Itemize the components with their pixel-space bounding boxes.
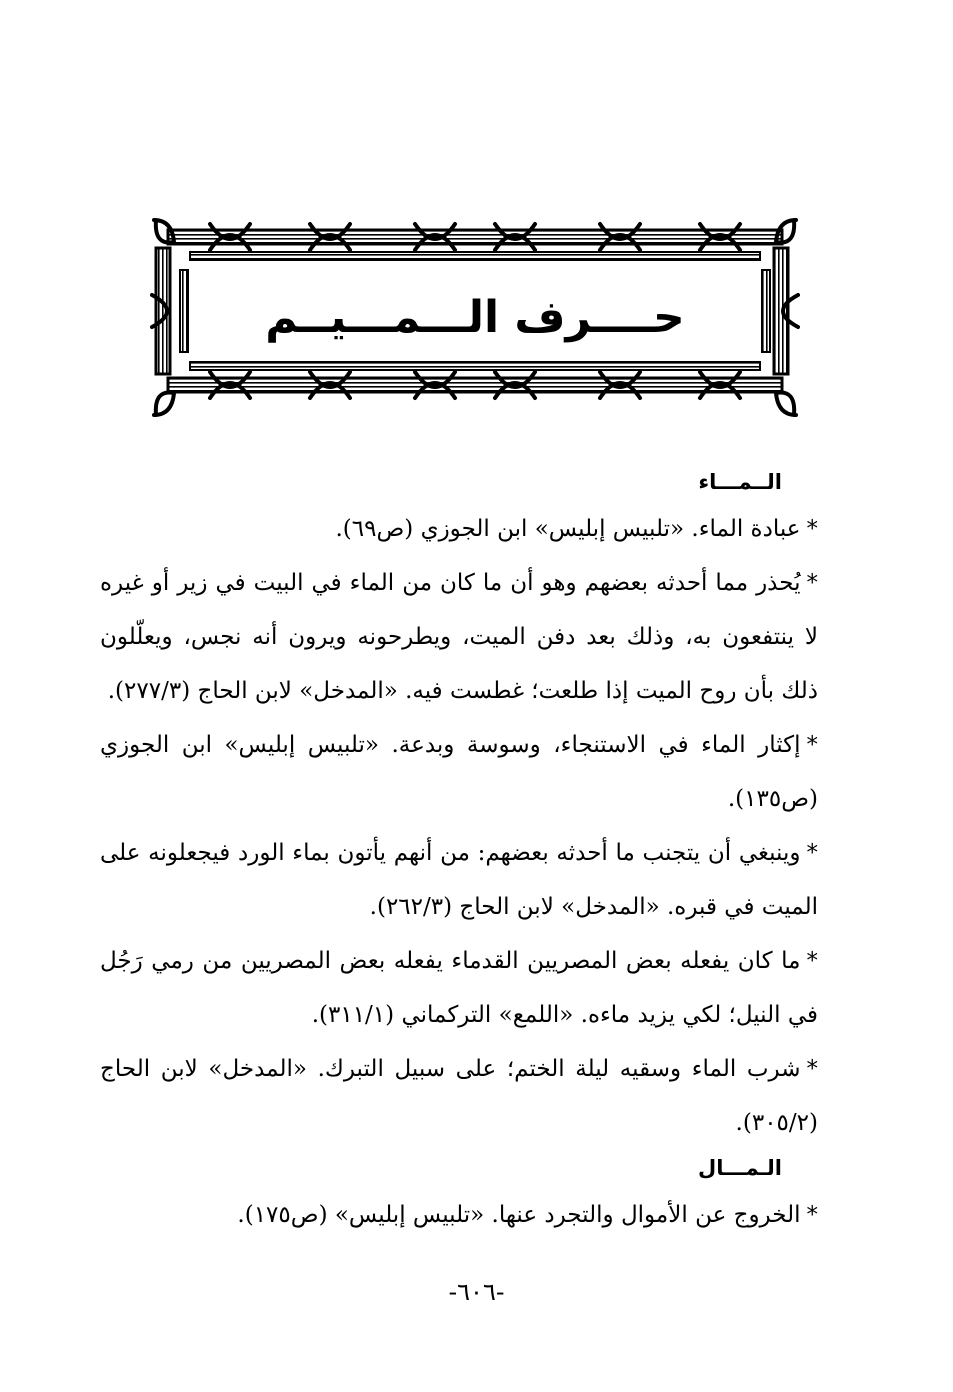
entry xyxy=(100,934,818,1042)
bullet-star: * xyxy=(806,1202,818,1228)
section-heading: الـمـــال xyxy=(698,1156,782,1180)
entry xyxy=(100,826,818,934)
chapter-title-frame xyxy=(150,210,800,425)
section-money xyxy=(100,1156,818,1242)
bullet-star: * xyxy=(806,516,818,542)
entry-text: شرب الماء وسقيه ليلة الختم؛ على سبيل التبرك. «المدخل» لابن الحاج (٣٠٥/٢). xyxy=(100,1056,818,1136)
section-water xyxy=(100,470,818,1150)
entry-text: وينبغي أن يتجنب ما أحدثه بعضهم: من أنهم يأتون بماء الورد فيجعلونه على الميت في قبره. «المدخل» لابن الحاج (٢٦٢/٣). xyxy=(100,840,818,920)
entry xyxy=(100,556,818,718)
bullet-star: * xyxy=(806,840,818,866)
bullet-star: * xyxy=(806,1056,818,1082)
entry-text: ما كان يفعله بعض المصريين القدماء يفعله بعض المصريين من رمي رَجُل في النيل؛ لكي يزيد ماءه. «اللمع» التركماني (٣١١/١). xyxy=(100,948,818,1028)
section-heading: الــمـــاء xyxy=(698,470,782,494)
bullet-star: * xyxy=(806,732,818,758)
entry xyxy=(100,502,818,556)
entry-text: عبادة الماء. «تلبيس إبليس» ابن الجوزي (ص٦٩). xyxy=(335,516,801,542)
entry xyxy=(100,1042,818,1150)
entry-text: يُحذر مما أحدثه بعضهم وهو أن ما كان من الماء في البيت في زير أو غيره لا ينتفعون به، وذلك بعد دفن الميت، ويطرحونه ويرون أنه نجس، ويعلّلون ذلك بأن روح الميت إذا طلعت؛ غطست فيه. «المدخل» لابن الحاج (٢٧٧/٣). xyxy=(100,570,818,704)
entry-text: إكثار الماء في الاستنجاء، وسوسة وبدعة. «تلبيس إبليس» ابن الجوزي (ص١٣٥). xyxy=(100,732,818,812)
entry xyxy=(100,1188,818,1242)
page-body xyxy=(100,470,818,1242)
entry-text: الخروج عن الأموال والتجرد عنها. «تلبيس إبليس» (ص١٧٥). xyxy=(237,1202,801,1228)
entry xyxy=(100,718,818,826)
bullet-star: * xyxy=(806,570,819,596)
chapter-title: حــــرف الـــمـــيــم xyxy=(265,292,685,343)
bullet-star: * xyxy=(806,948,818,974)
page-number: -٦٠٦- xyxy=(448,1278,505,1306)
